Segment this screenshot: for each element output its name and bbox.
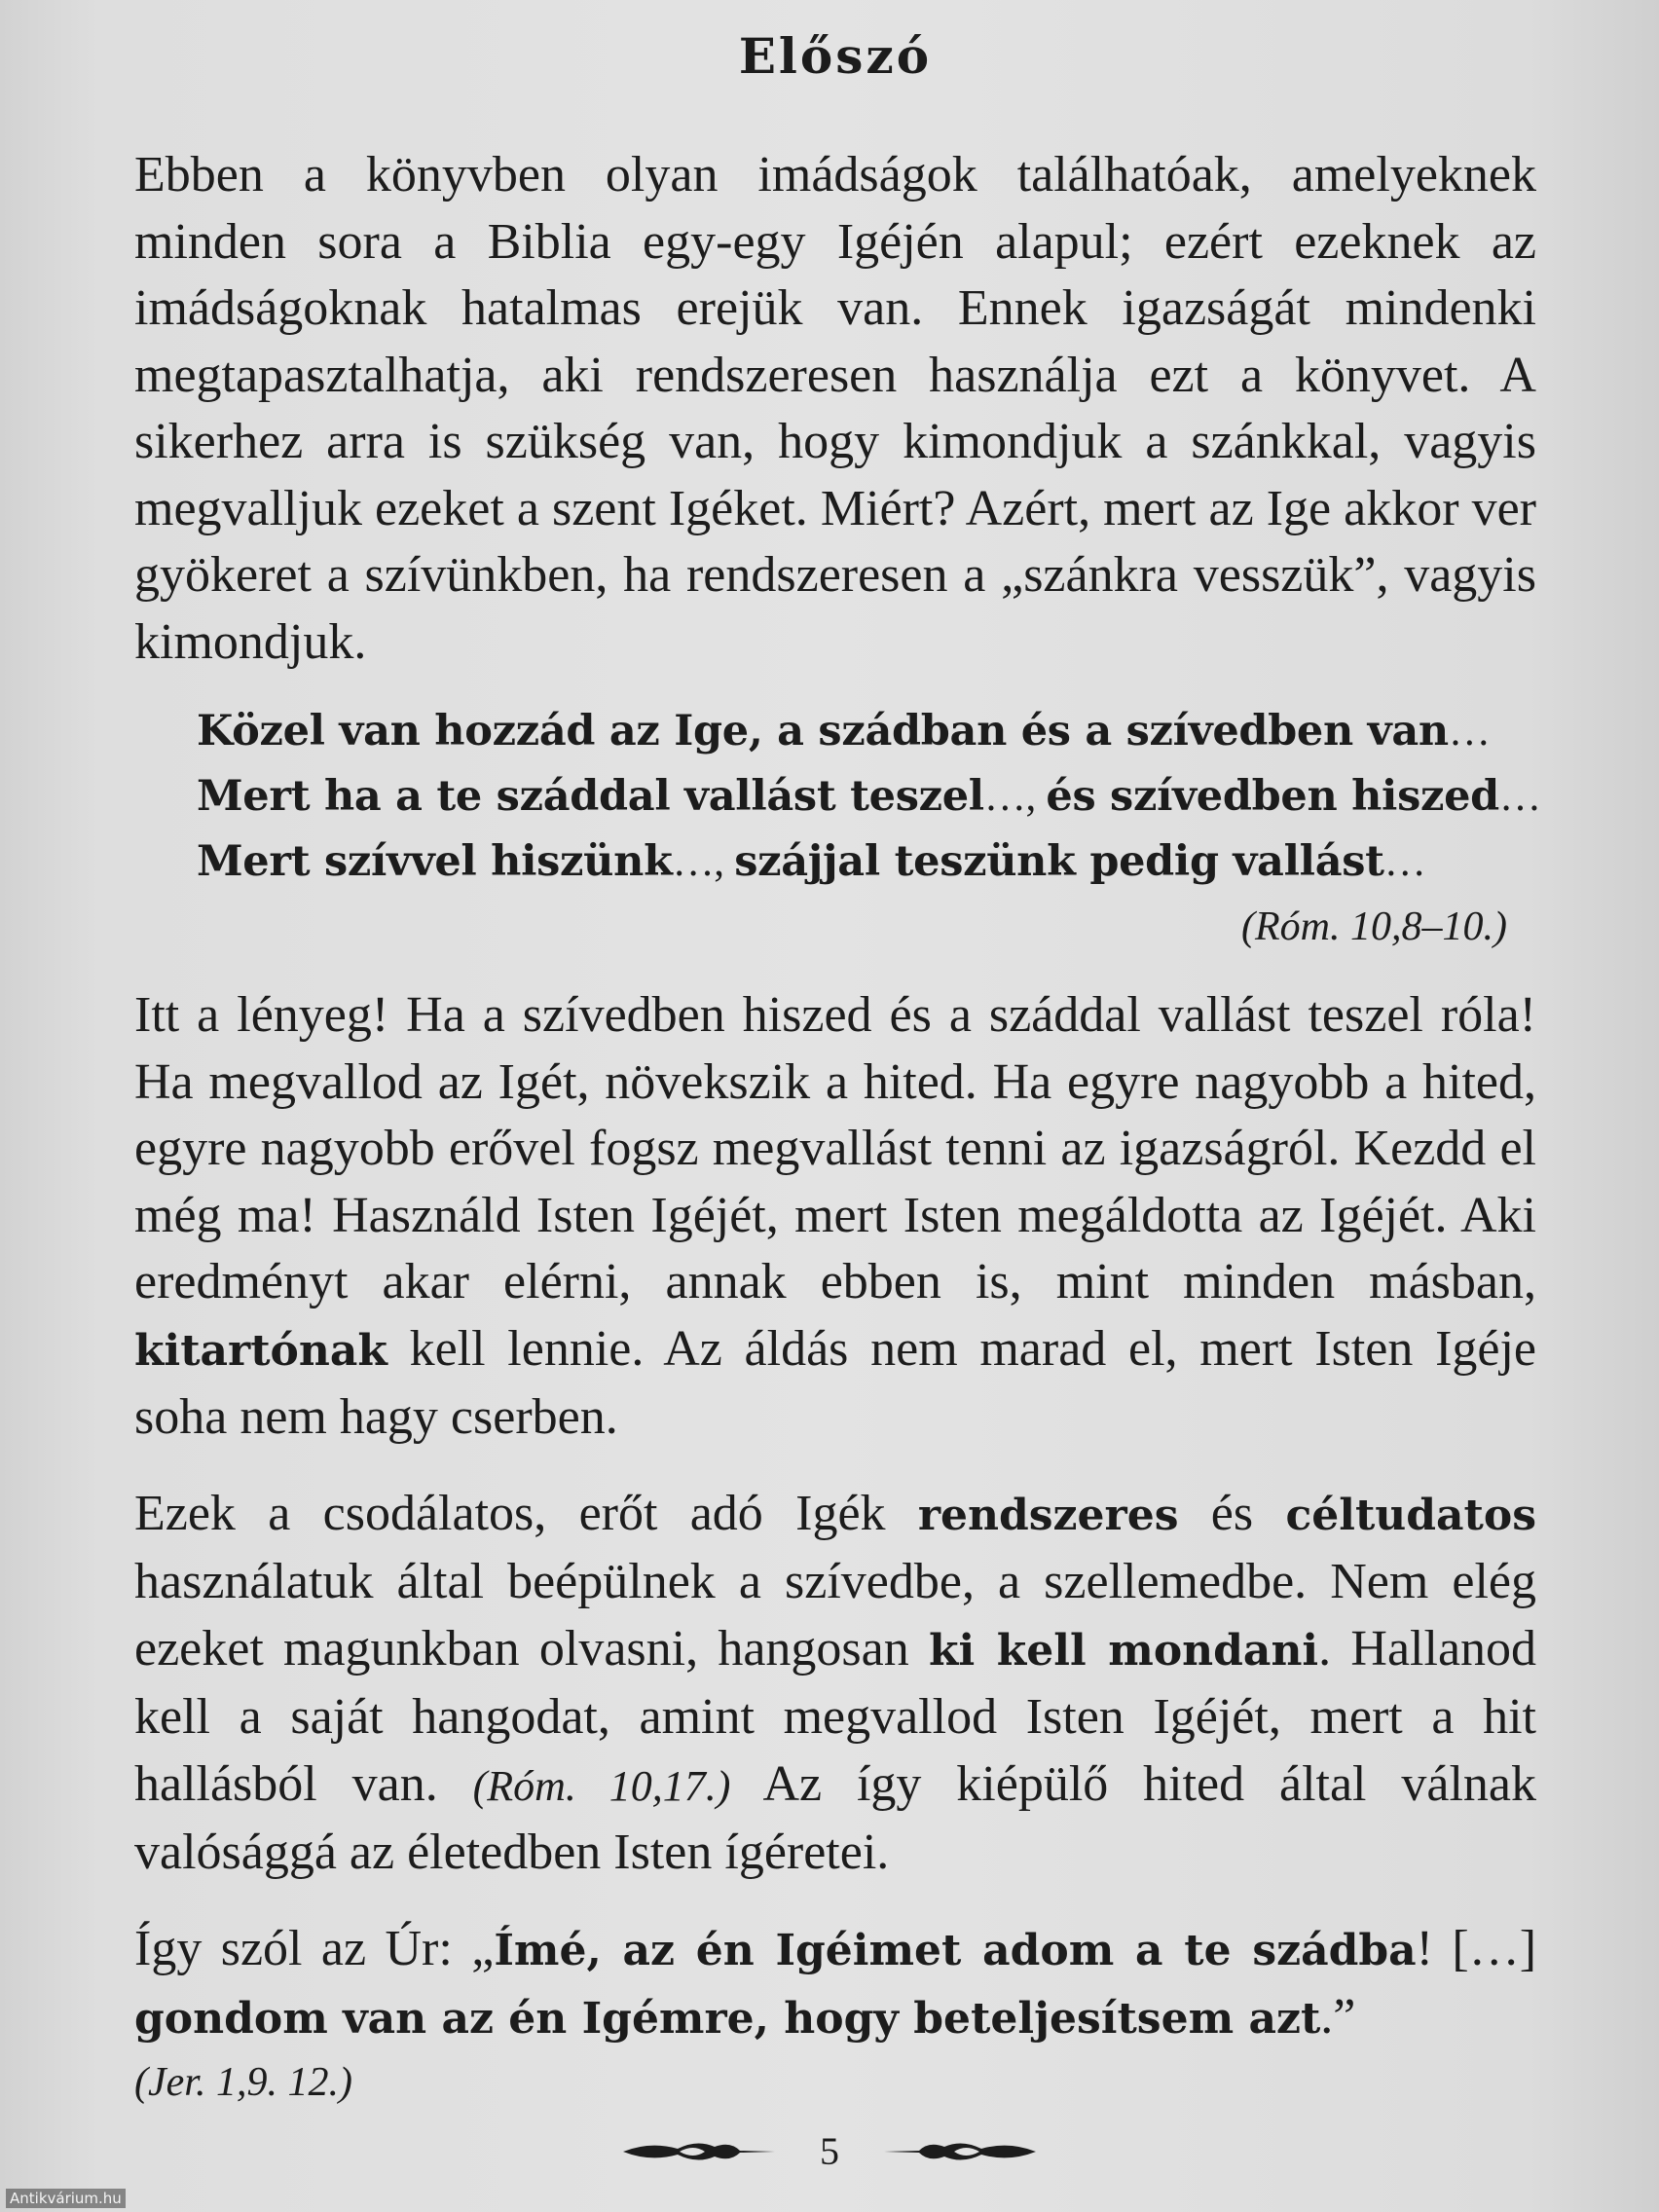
quote-line-3: Mert szívvel hiszünk…, szájjal teszünk pedig vallást… [197,837,1426,886]
flourish-right-icon [882,2135,1038,2168]
page-title: Előszó [738,27,933,85]
quote-reference: (Róm. 10,8–10.) [1241,904,1507,949]
paragraph-closing: Így szól az Úr: „Ímé, az én Igéimet adom a te szádba! […] gondom van az én Igémre, hogy beteljesítsem azt.” [134,1920,1537,2045]
closing-reference: (Jer. 1,9. 12.) [134,2059,352,2105]
quote-line-2: Mert ha a te száddal vallást teszel…, és szívedben hiszed… [197,772,1541,821]
page-footer [0,2128,1659,2174]
paragraph-intro: Ebben a könyvben olyan imádságok találhatóak, amelyeknek minden sora a Biblia egy-egy Igéjén alapul; ezért ezeknek az imádságoknak hatalmas erejük van. Ennek igazságát mindenki megtapasztalhatja, aki rendszeresen használja ezt a könyvet. A sikerhez arra is szükség van, hogy kimondjuk a szánkkal, vagyis megvalljuk ezeket a szent Igéket. Miért? Azért, mert az Ige akkor ver gyökeret a szívünkben, ha rendszeresen a „szánkra vesszük”, vagyis kimondjuk. [134,147,1536,670]
emphasis-kitartonak: kitartónak [134,1325,387,1376]
paragraph-essence: Itt a lényeg! Ha a szívedben hiszed és a száddal vallást teszel róla! Ha megvallod az Igét, növekszik a hited. Ha egyre nagyobb a hited, egyre nagyobb erővel fogsz megvallást tenni az igazságról. Kezdd el még ma! Használd Isten Igéjét, mert Isten megáldotta az Igéjét. Aki eredményt akar elérni, annak ebben is, mint minden másban, kitartónak kell lennie. Az áldás nem marad el, mert Isten Igéje soha nem hagy cserben. [134,987,1536,1445]
inline-reference: (Róm. 10,17.) [472,1761,731,1810]
bible-quote [197,699,1541,957]
paragraph-usage: Ezek a csodálatos, erőt adó Igék rendszeres és céltudatos használatuk által beépülnek a szívedbe, a szellemedbe. Nem elég ezeket magunkban olvasni, hangosan ki kell mondani. Hallanod kell a saját hangodat, amint megvallod Isten Igéjét, mert a hit hallásból van. (Róm. 10,17.) Az így kiépülő hited által válnak valósággá az életedben Isten ígéretei. [134,1485,1537,1880]
watermark: Antikvárium.hu [6,2189,126,2208]
quote-line-1: Közel van hozzád az Ige, a szádban és a szívedben van… [197,707,1491,756]
page-number: 5 [820,2129,839,2173]
flourish-left-icon [621,2135,777,2168]
page-content [134,21,1541,2112]
